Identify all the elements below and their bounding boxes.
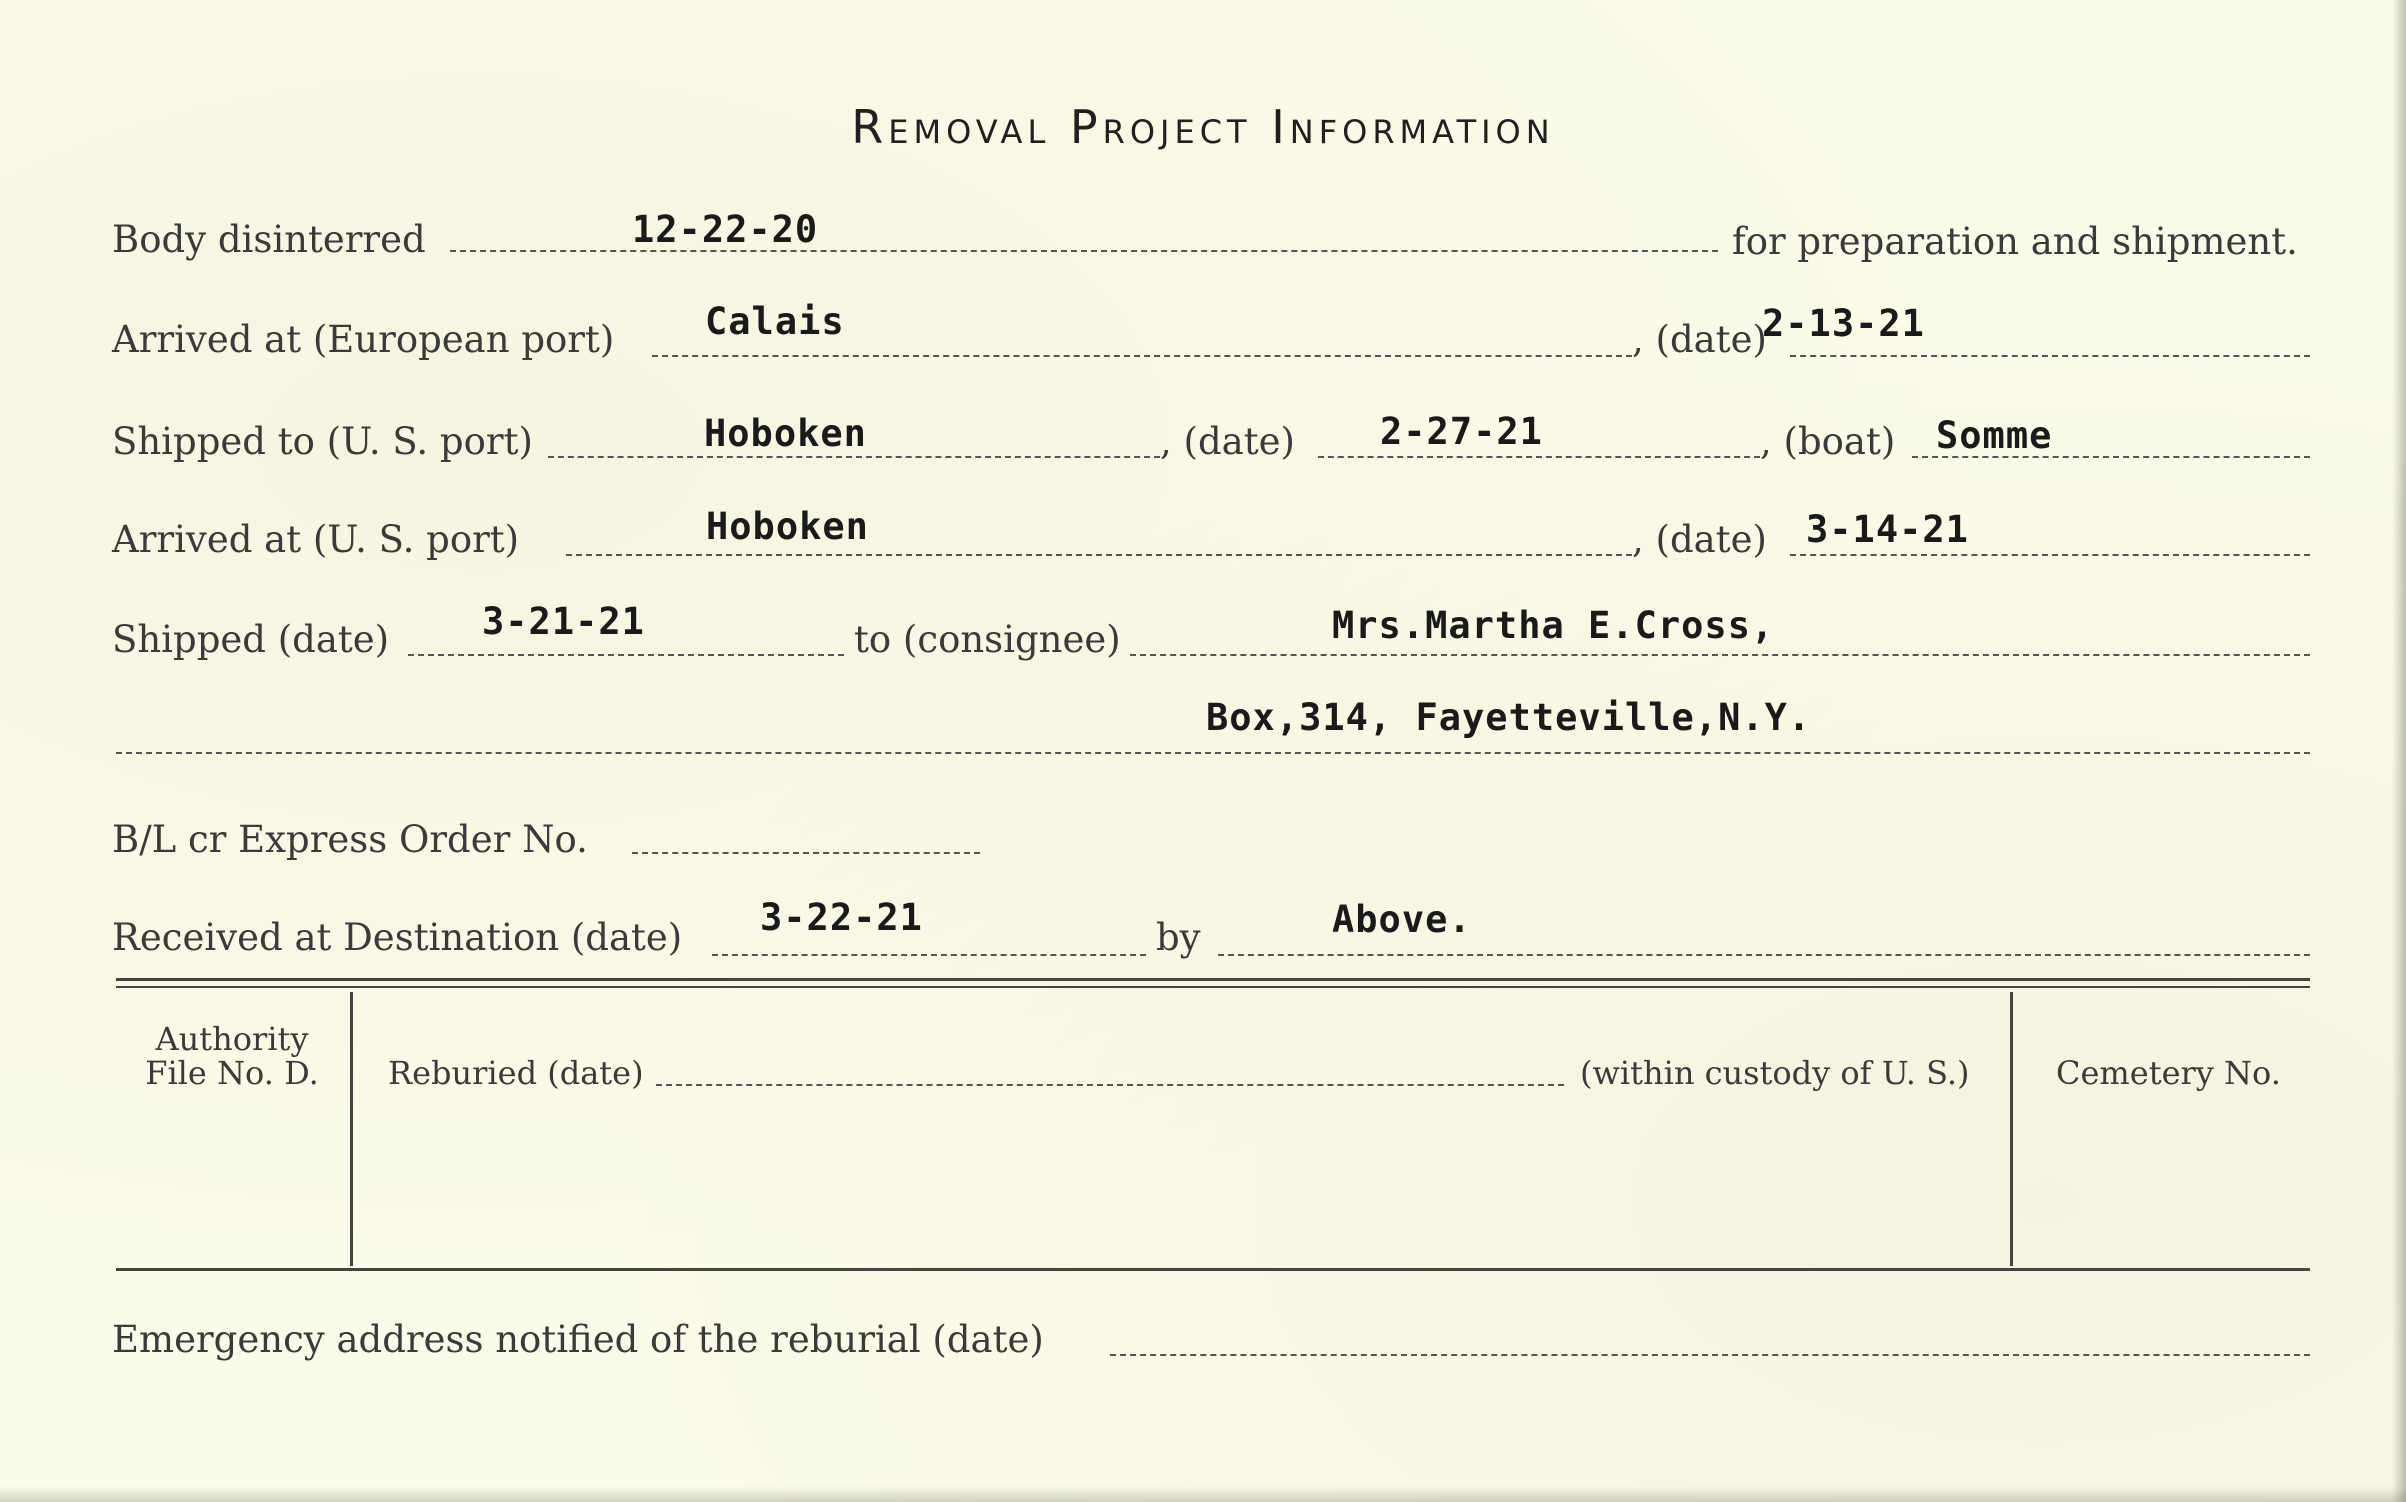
card-bottom-shadow [0, 1486, 2406, 1502]
shipped-us-date-value: 2-27-21 [1380, 410, 1543, 453]
arrived-us-label: Arrived at (U. S. port) [112, 518, 520, 561]
address-value: Box,314, Fayetteville,N.Y. [1206, 696, 1812, 739]
received-by-line [1218, 954, 2310, 956]
bl-label: B/L cr Express Order No. [112, 818, 588, 861]
emergency-label: Emergency address notified of the reburial (date) [112, 1318, 1044, 1361]
received-label: Received at Destination (date) [112, 916, 683, 959]
disinterred-value: 12-22-20 [632, 208, 819, 251]
custody-label: (within custody of U. S.) [1580, 1054, 1970, 1092]
arrived-europe-date-line [1790, 355, 2310, 357]
arrived-us-value: Hoboken [706, 505, 869, 548]
table-bottom-rule [116, 1268, 2310, 1271]
authority-label: Authority [155, 1020, 309, 1058]
cemetery-label: Cemetery No. [2056, 1054, 2281, 1092]
arrived-europe-date-value: 2-13-21 [1762, 302, 1925, 345]
arrived-europe-value: Calais [705, 300, 845, 343]
consignee-label: to (consignee) [854, 618, 1121, 661]
arrived-us-date-label: , (date) [1632, 518, 1767, 561]
received-by-label: by [1156, 916, 1201, 959]
shipped-us-date-label: , (date) [1160, 420, 1295, 463]
card-edge-shadow [2392, 0, 2406, 1502]
disinterred-label: Body disinterred [112, 218, 426, 261]
received-value: 3-22-21 [760, 896, 923, 939]
shipped-us-date-line [1318, 456, 1760, 458]
shipped-value: 3-21-21 [482, 600, 645, 643]
shipped-us-label: Shipped to (U. S. port) [112, 420, 533, 463]
arrived-europe-date-label: , (date) [1632, 318, 1767, 361]
reburied-label: Reburied (date) [388, 1054, 644, 1092]
consignee-line [1130, 654, 2310, 656]
bl-line [632, 852, 980, 854]
file-no-label: File No. D. [145, 1054, 319, 1092]
shipped-us-boat-label: , (boat) [1760, 420, 1896, 463]
shipped-label: Shipped (date) [112, 618, 390, 661]
table-top-rule-inner [116, 986, 2310, 988]
reburied-line [656, 1084, 1564, 1086]
consignee-value: Mrs.Martha E.Cross, [1332, 604, 1775, 647]
shipped-us-value: Hoboken [704, 412, 867, 455]
shipped-line [408, 654, 844, 656]
address-line [116, 752, 2310, 754]
arrived-us-date-value: 3-14-21 [1806, 508, 1969, 551]
card-title: Removal Project Information [851, 100, 1555, 154]
shipped-us-line [548, 456, 1160, 458]
table-divider-right [2010, 992, 2013, 1266]
received-line [712, 954, 1146, 956]
table-divider-left [350, 992, 353, 1266]
received-by-value: Above. [1332, 898, 1472, 941]
arrived-us-line [566, 554, 1632, 556]
arrived-europe-line [652, 355, 1632, 357]
table-top-rule [116, 978, 2310, 981]
emergency-line [1110, 1354, 2310, 1356]
arrived-us-date-line [1790, 554, 2310, 556]
disinterred-suffix: for preparation and shipment. [1732, 220, 2298, 263]
shipped-us-boat-value: Somme [1936, 414, 2053, 457]
arrived-europe-label: Arrived at (European port) [112, 318, 615, 361]
